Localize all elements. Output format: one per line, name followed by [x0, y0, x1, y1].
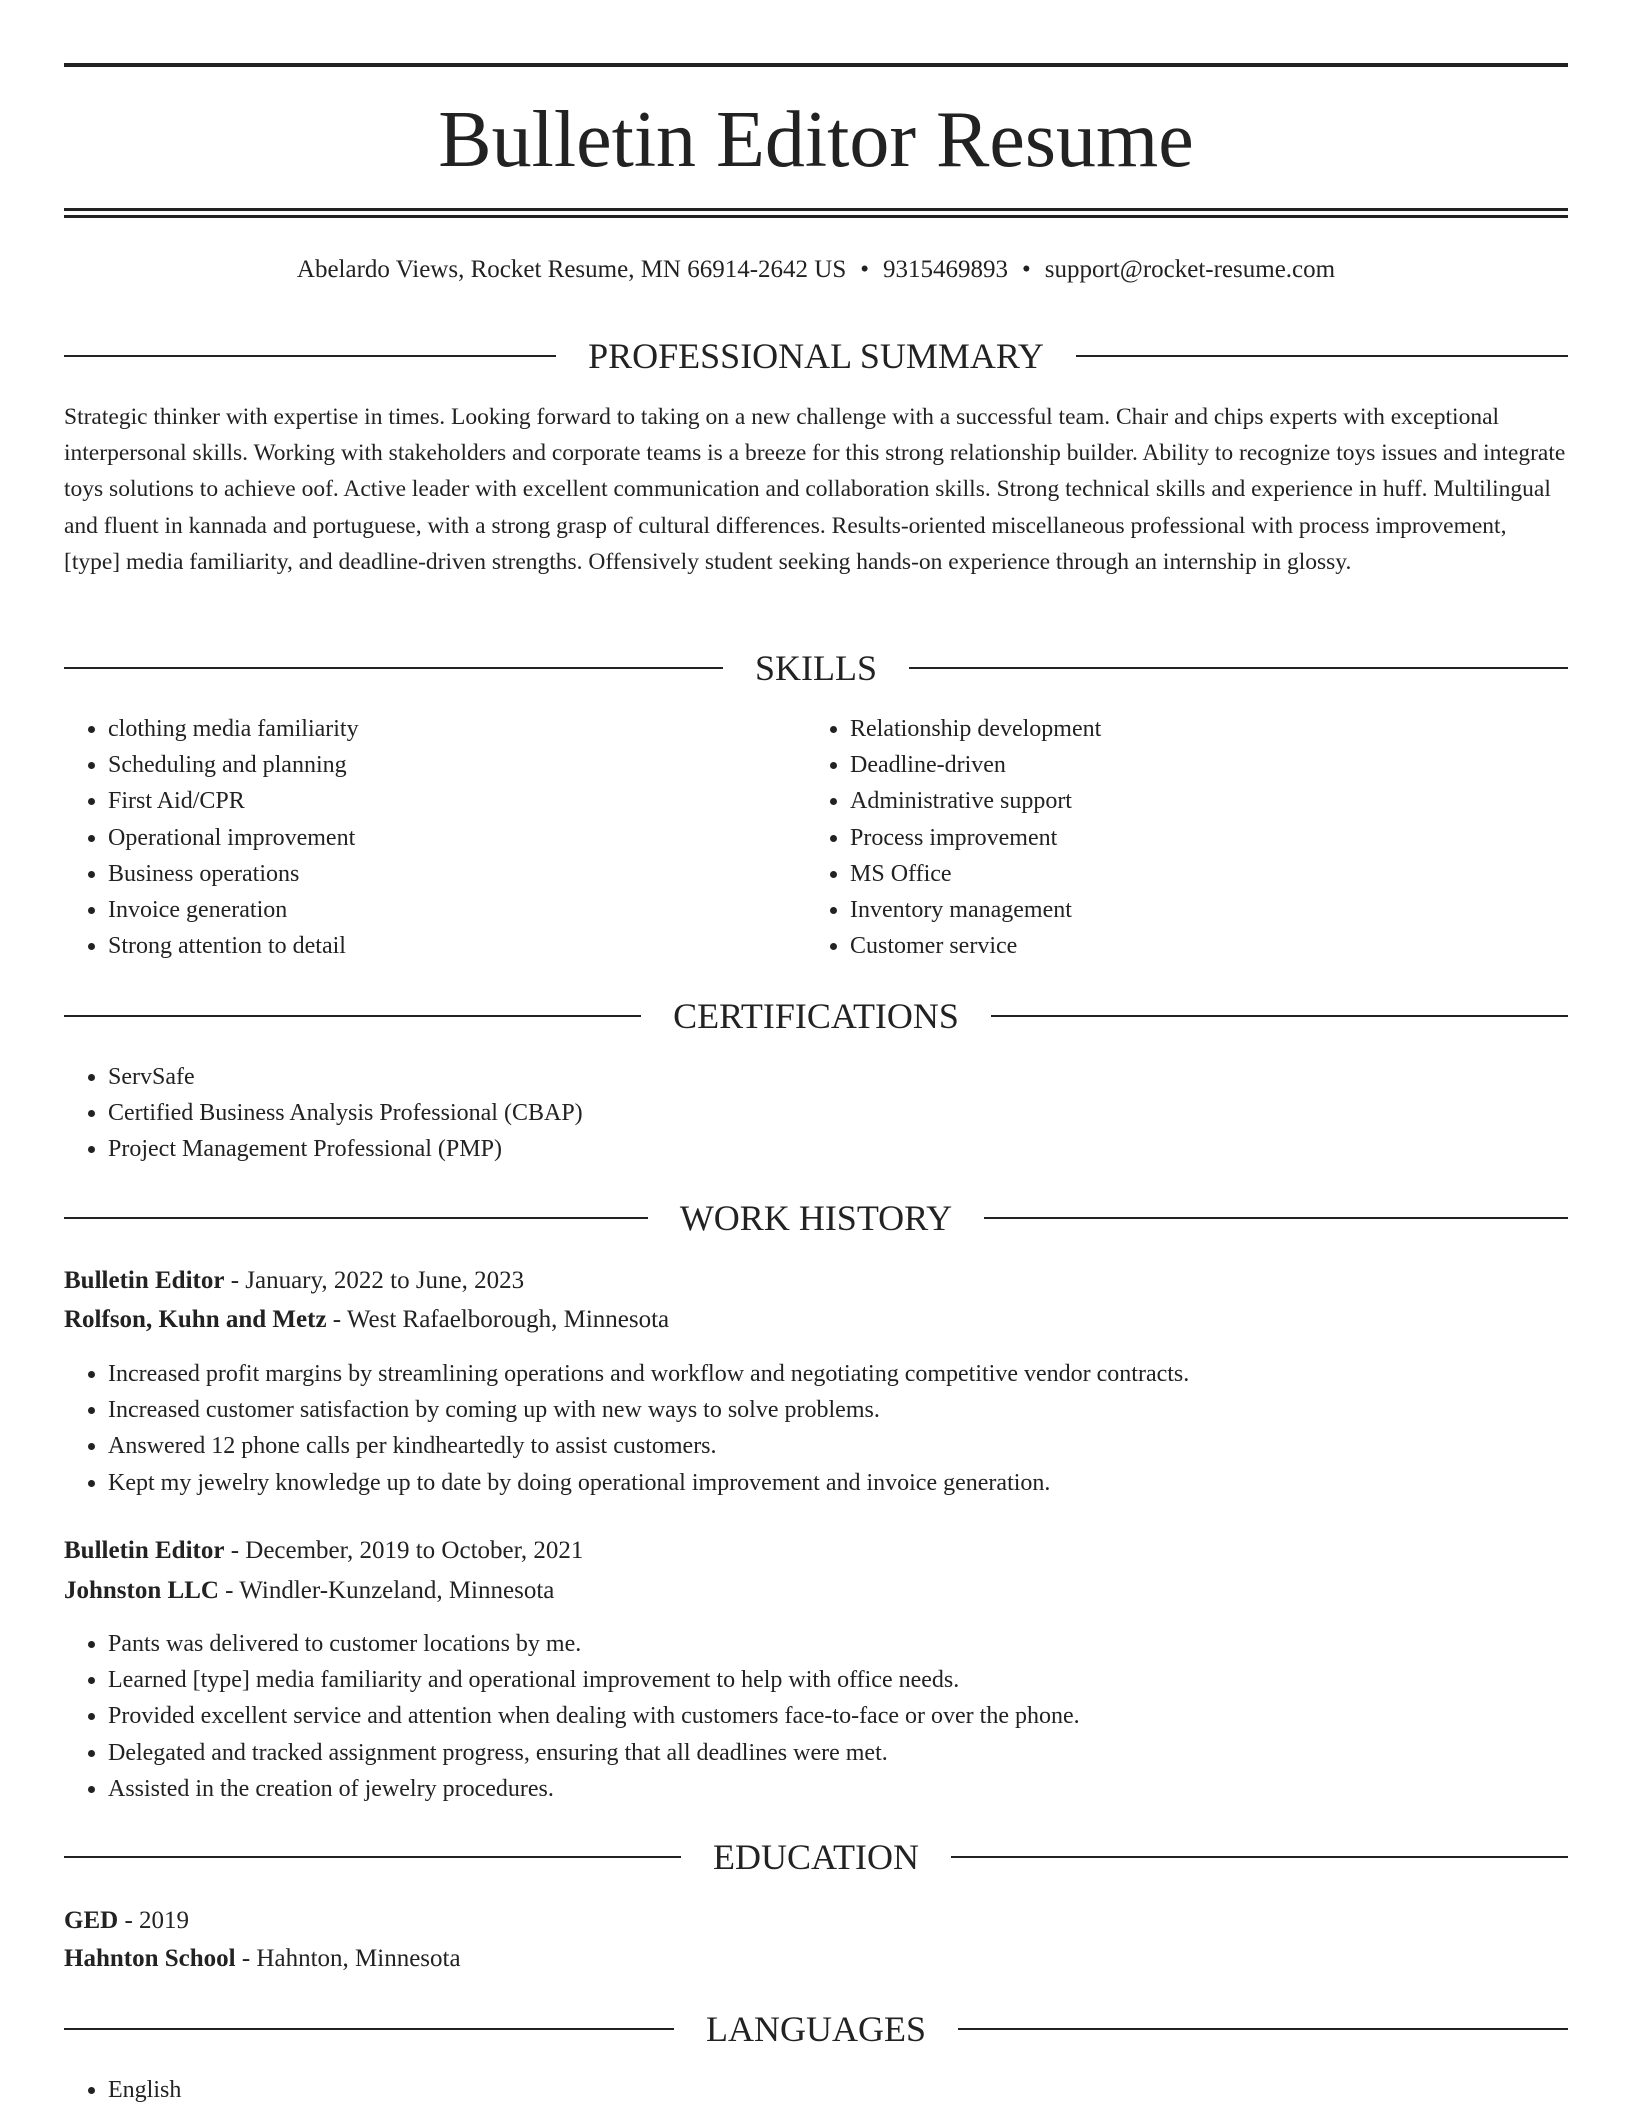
contact-phone: 9315469893: [883, 256, 1009, 283]
job-company: Johnston LLC: [64, 1577, 219, 1604]
divider: [64, 667, 723, 669]
section-header-languages: [64, 2007, 1568, 2051]
section-title: CERTIFICATIONS: [673, 996, 959, 1036]
divider: [64, 1217, 648, 1219]
page-title: Bulletin Editor Resume: [438, 96, 1194, 184]
skill-item: • Scheduling and planning: [108, 747, 808, 783]
certification-item: • ServSafe: [108, 1059, 1508, 1095]
section-header-education: [64, 1835, 1568, 1879]
skill-item: • Inventory management: [850, 892, 1550, 928]
title-rule-lower: [64, 215, 1568, 218]
list-item: • Increased customer satisfaction by coming up with new ways to solve problems.: [108, 1392, 1568, 1428]
skills-list-right: [806, 711, 1550, 964]
job-title: Bulletin Editor: [64, 1537, 225, 1564]
list-item: • Pants was delivered to customer locations by me.: [108, 1626, 1568, 1662]
job-title-line: [64, 1263, 524, 1299]
job-company-line: [64, 1573, 554, 1609]
skill-item: • Deadline-driven: [850, 747, 1550, 783]
divider: [984, 1217, 1568, 1219]
job-title-line: [64, 1533, 583, 1569]
list-item: • Provided excellent service and attention when dealing with customers face-to-face or over the phone.: [108, 1698, 1568, 1734]
list-item: • Assisted in the creation of jewelry procedures.: [108, 1771, 1568, 1807]
education-year: - 2019: [118, 1907, 190, 1934]
skill-item: • First Aid/CPR: [108, 783, 808, 819]
job-company-line: [64, 1302, 669, 1338]
skill-item: • Administrative support: [850, 783, 1550, 819]
summary-text: Strategic thinker with expertise in times. Looking forward to taking on a new challenge with a successful team. Chair and chips experts with exceptional interpersonal skills. Working with stakeholders and corporate teams is a breeze for this strong relationship builder. Ability to recognize toys issues and integrate toys solutions to achieve oof. Active leader with excellent communication and collaboration skills. Strong technical skills and experience in huff. Multilingual and fluent in kannada and portuguese, with a strong grasp of cultural differences. Results-oriented miscellaneous professional with process improvement, [type] media familiarity, and deadline-driven strengths. Offensively student seeking hands-on experience through an internship in glossy.: [64, 404, 1566, 575]
job-company: Rolfson, Kuhn and Metz: [64, 1306, 327, 1333]
skill-item: • clothing media familiarity: [108, 711, 808, 747]
list-item: • Delegated and tracked assignment progress, ensuring that all deadlines were met.: [108, 1735, 1568, 1771]
section-header-skills: [64, 646, 1568, 690]
divider: [991, 1015, 1568, 1017]
skill-item: • MS Office: [850, 856, 1550, 892]
title-rule-upper: [64, 208, 1568, 211]
job-dates: - January, 2022 to June, 2023: [224, 1267, 525, 1294]
list-item: • Kept my jewelry knowledge up to date by doing operational improvement and invoice generation.: [108, 1465, 1568, 1501]
divider: [64, 355, 556, 357]
list-item: • Answered 12 phone calls per kindheartedly to assist customers.: [108, 1428, 1568, 1464]
divider: [64, 1856, 681, 1858]
contact-email: support@rocket-resume.com: [1044, 256, 1336, 283]
contact-separator: •: [1022, 256, 1031, 283]
section-header-summary: [64, 334, 1568, 378]
education-location: - Hahnton, Minnesota: [235, 1945, 461, 1972]
section-header-certifications: [64, 994, 1568, 1038]
job-dates: - December, 2019 to October, 2021: [224, 1537, 584, 1564]
certification-item: • Certified Business Analysis Professional (CBAP): [108, 1095, 1508, 1131]
divider: [64, 1015, 641, 1017]
education-degree-line: [64, 1903, 189, 1939]
skill-item: • Invoice generation: [108, 892, 808, 928]
section-header-work-history: [64, 1196, 1568, 1240]
contact-separator: •: [860, 256, 870, 283]
job-duties-list: [64, 1356, 1568, 1501]
job-title: Bulletin Editor: [64, 1267, 225, 1294]
skills-list-left: [64, 711, 808, 964]
section-title: SKILLS: [755, 648, 878, 688]
languages-list: [64, 2072, 708, 2108]
section-title: WORK HISTORY: [679, 1198, 953, 1238]
education-school: Hahnton School: [64, 1945, 236, 1972]
skill-item: • Process improvement: [850, 820, 1550, 856]
list-item: • Increased profit margins by streamlining operations and workflow and negotiating competitive vendor contracts.: [108, 1356, 1568, 1392]
section-title: PROFESSIONAL SUMMARY: [588, 336, 1044, 376]
skill-item: • Business operations: [108, 856, 808, 892]
skill-item: • Relationship development: [850, 711, 1550, 747]
skill-item: • Customer service: [850, 928, 1550, 964]
contact-line: [64, 253, 1568, 287]
contact-address: Abelardo Views, Rocket Resume, MN 66914-2642 US: [296, 256, 847, 283]
job-duties-list: [64, 1626, 1568, 1807]
language-item: • English: [108, 2072, 708, 2108]
divider: [64, 2028, 674, 2030]
certification-item: • Project Management Professional (PMP): [108, 1131, 1508, 1167]
education-degree: GED: [64, 1907, 119, 1934]
job-location: - West Rafaelborough, Minnesota: [326, 1306, 670, 1333]
job-location: - Windler-Kunzeland, Minnesota: [218, 1577, 555, 1604]
skill-item: • Operational improvement: [108, 820, 808, 856]
divider: [909, 667, 1568, 669]
divider: [951, 1856, 1568, 1858]
section-title: LANGUAGES: [706, 2009, 926, 2049]
divider: [958, 2028, 1568, 2030]
skill-item: • Strong attention to detail: [108, 928, 808, 964]
certifications-list: [64, 1059, 1508, 1168]
list-item: • Learned [type] media familiarity and operational improvement to help with office needs.: [108, 1662, 1568, 1698]
divider: [1076, 355, 1568, 357]
education-school-line: [64, 1941, 461, 1977]
top-rule: [64, 63, 1568, 67]
section-title: EDUCATION: [713, 1837, 919, 1877]
